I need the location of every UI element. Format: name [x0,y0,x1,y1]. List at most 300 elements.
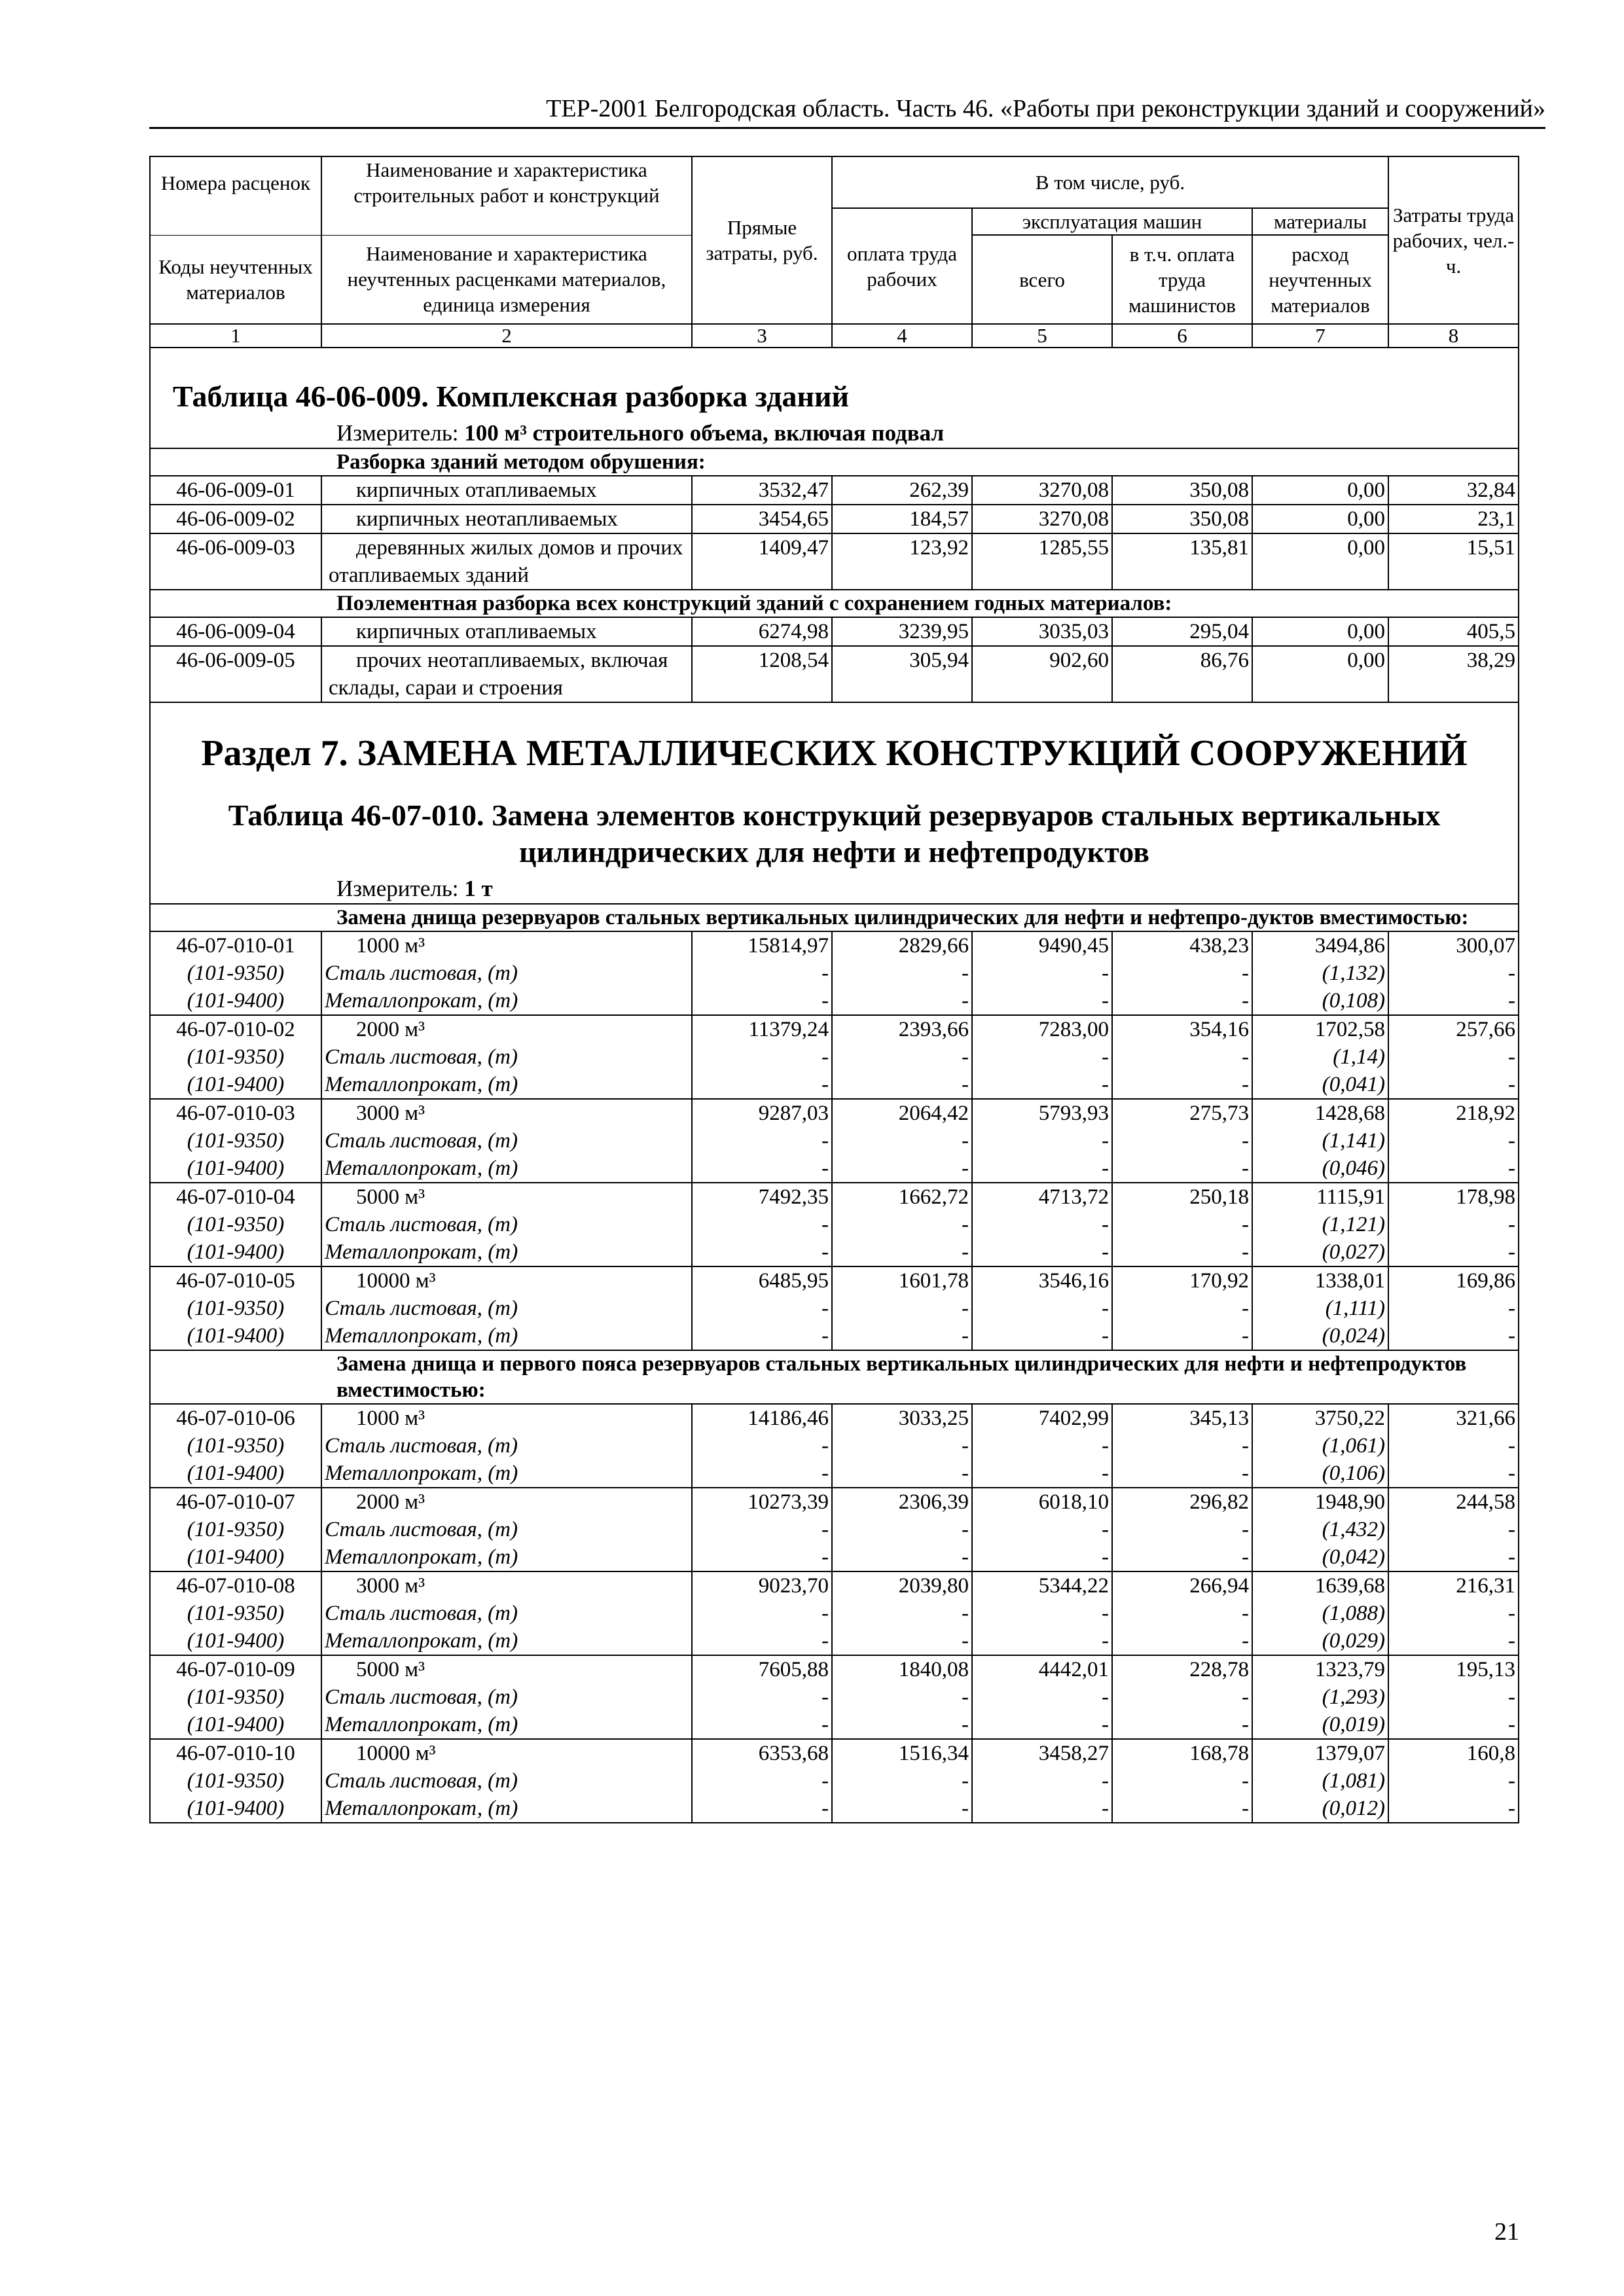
material-consumption: (1,132) [1252,960,1388,987]
rate-code: 46-07-010-01 [150,931,321,960]
material-code: (101-9400) [150,1071,321,1099]
material-code: (101-9400) [150,987,321,1015]
dash: - [1112,960,1252,987]
labor-hours: 32,84 [1388,476,1519,505]
rate-code: 46-06-009-03 [150,533,321,590]
dash: - [1112,1767,1252,1795]
material-name: Сталь листовая, (т) [321,1683,692,1711]
dash: - [1388,1683,1519,1711]
material-code: (101-9400) [150,1711,321,1739]
materials: 0,00 [1252,533,1388,590]
labor-hours: 300,07 [1388,931,1519,960]
labor-hours: 178,98 [1388,1183,1519,1211]
dash: - [692,1295,832,1322]
material-code: (101-9400) [150,1795,321,1823]
dash: - [832,1767,972,1795]
dash: - [972,1516,1112,1543]
dash: - [1388,1460,1519,1488]
dash: - [692,1711,832,1739]
material-row [150,1432,1519,1460]
dash: - [832,1071,972,1099]
dash: - [692,1238,832,1266]
labor-hours: 244,58 [1388,1488,1519,1516]
machines-total: 3458,27 [972,1739,1112,1767]
labor-pay: 3033,25 [832,1404,972,1432]
material-row [150,1127,1519,1155]
dash: - [832,1155,972,1183]
dash: - [832,1711,972,1739]
machines-total: 1285,55 [972,533,1112,590]
labor-hours: 216,31 [1388,1571,1519,1600]
labor-pay: 123,92 [832,533,972,590]
dash: - [832,960,972,987]
dash: - [1388,1127,1519,1155]
dash: - [972,1211,1112,1238]
material-code: (101-9400) [150,1460,321,1488]
table-row [150,505,1519,533]
machinists-pay: 295,04 [1112,617,1252,646]
rate-name: 2000 м³ [321,1015,692,1043]
labor-hours: 321,66 [1388,1404,1519,1432]
dash: - [692,1600,832,1627]
rate-code: 46-07-010-10 [150,1739,321,1767]
material-name: Металлопрокат, (т) [321,1322,692,1350]
machines-total: 6018,10 [972,1488,1112,1516]
dash: - [692,1627,832,1655]
material-code: (101-9400) [150,1238,321,1266]
materials-header: материалы [1252,208,1388,235]
rate-code: 46-07-010-05 [150,1266,321,1295]
machinists-pay: 266,94 [1112,1571,1252,1600]
dash: - [972,1238,1112,1266]
labor-pay: 1662,72 [832,1183,972,1211]
rate-code: 46-07-010-09 [150,1655,321,1683]
rate-name: 2000 м³ [321,1488,692,1516]
machines-total: 7283,00 [972,1015,1112,1043]
material-row [150,1155,1519,1183]
dash: - [832,1432,972,1460]
materials: 3494,86 [1252,931,1388,960]
materials: 1428,68 [1252,1099,1388,1127]
column-number: 2 [321,324,692,348]
dash: - [972,1043,1112,1071]
material-name: Металлопрокат, (т) [321,1543,692,1571]
col8-header: Затраты труда рабочих, чел.-ч. [1388,156,1519,324]
measure-value: 1 т [464,876,493,901]
labor-pay: 1601,78 [832,1266,972,1295]
rate-name: 10000 м³ [321,1266,692,1295]
measure-label: Измеритель: [336,420,459,446]
dash: - [1112,1127,1252,1155]
measure-value: 100 м³ строительного объема, включая подвал [464,420,945,446]
column-number: 8 [1388,324,1519,348]
dash: - [1388,1795,1519,1823]
material-name: Сталь листовая, (т) [321,1600,692,1627]
material-code: (101-9400) [150,1627,321,1655]
column-number: 3 [692,324,832,348]
material-code: (101-9350) [150,1211,321,1238]
dash: - [1388,1432,1519,1460]
labor-pay: 3239,95 [832,617,972,646]
material-name: Металлопрокат, (т) [321,1238,692,1266]
column-number: 7 [1252,324,1388,348]
dash: - [1112,1155,1252,1183]
labor-pay: 2064,42 [832,1099,972,1127]
dash: - [1112,1627,1252,1655]
column-number: 1 [150,324,321,348]
rate-name: 3000 м³ [321,1571,692,1600]
dash: - [972,1432,1112,1460]
material-row [150,1238,1519,1266]
measure-line [151,870,1518,903]
materials: 0,00 [1252,476,1388,505]
table-body-part2 [150,1404,1519,1823]
labor-pay: 1516,34 [832,1739,972,1767]
section-title: Раздел 7. ЗАМЕНА МЕТАЛЛИЧЕСКИХ КОНСТРУКЦИЙ СООРУЖЕНИЙ [201,733,1468,774]
dash: - [832,1600,972,1627]
material-code: (101-9350) [150,1683,321,1711]
direct-cost: 3532,47 [692,476,832,505]
machinists-pay: 86,76 [1112,646,1252,702]
machines-total: 5344,22 [972,1571,1112,1600]
dash: - [832,1238,972,1266]
labor-pay: 184,57 [832,505,972,533]
materials: 1115,91 [1252,1183,1388,1211]
group-heading: Замена днища резервуаров стальных вертикальных цилиндрических для нефти и нефтепро-дуктов вместимостью: [150,904,1519,931]
dash: - [832,987,972,1015]
col1-header-top: Номера расценок [150,156,321,208]
material-code: (101-9400) [150,1322,321,1350]
machines-total: 5793,93 [972,1099,1112,1127]
col3-header: Прямые затраты, руб. [692,156,832,324]
material-consumption: (1,293) [1252,1683,1388,1711]
rate-name: 5000 м³ [321,1655,692,1683]
dash: - [972,1155,1112,1183]
table-title-line: цилиндрических для нефти и нефтепродуктов [519,835,1149,869]
material-consumption: (1,121) [1252,1211,1388,1238]
table-title: Таблица 46-06-009. Комплексная разборка зданий [173,380,850,413]
machines-total: 3270,08 [972,505,1112,533]
machinists-pay: 275,73 [1112,1099,1252,1127]
table-row [150,1015,1519,1043]
included-header: В том числе, руб. [832,156,1388,208]
material-name: Сталь листовая, (т) [321,960,692,987]
material-row [150,1043,1519,1071]
material-name: Сталь листовая, (т) [321,1211,692,1238]
dash: - [1388,1627,1519,1655]
dash: - [692,1795,832,1823]
rate-name: кирпичных отапливаемых [321,617,692,646]
material-name: Металлопрокат, (т) [321,1627,692,1655]
labor-pay: 2306,39 [832,1488,972,1516]
material-row [150,1322,1519,1350]
machines-total: 7402,99 [972,1404,1112,1432]
material-consumption: (1,432) [1252,1516,1388,1543]
rate-name: прочих неотапливаемых, включая склады, сараи и строения [321,646,692,702]
dash: - [972,1071,1112,1099]
table-row [150,931,1519,960]
dash: - [832,1322,972,1350]
rate-name: кирпичных неотапливаемых [321,505,692,533]
material-row [150,1211,1519,1238]
materials: 1379,07 [1252,1739,1388,1767]
dash: - [1112,1683,1252,1711]
material-row [150,1600,1519,1627]
rate-code: 46-07-010-02 [150,1015,321,1043]
materials: 0,00 [1252,646,1388,702]
material-code: (101-9350) [150,1295,321,1322]
table-row [150,1655,1519,1683]
direct-cost: 7492,35 [692,1183,832,1211]
rate-code: 46-06-009-04 [150,617,321,646]
rate-name: 1000 м³ [321,1404,692,1432]
material-code: (101-9350) [150,960,321,987]
material-row [150,1683,1519,1711]
col6-header: в т.ч. оплата труда машинистов [1112,235,1252,324]
column-number: 6 [1112,324,1252,348]
labor-hours: 195,13 [1388,1655,1519,1683]
material-row [150,1543,1519,1571]
material-row [150,1071,1519,1099]
rate-code: 46-07-010-08 [150,1571,321,1600]
machinists-pay: 345,13 [1112,1404,1252,1432]
material-code: (101-9350) [150,1127,321,1155]
group-heading: Замена днища и первого пояса резервуаров стальных вертикальных цилиндрических для нефти и нефтепродуктов вместимостью: [150,1350,1519,1404]
direct-cost: 15814,97 [692,931,832,960]
material-row [150,1711,1519,1739]
machines-total: 3546,16 [972,1266,1112,1295]
dash: - [692,987,832,1015]
material-row [150,960,1519,987]
table-title-line: Таблица 46-07-010. Замена элементов конструкций резервуаров стальных вертикальных [228,798,1441,832]
direct-cost: 1208,54 [692,646,832,702]
direct-cost: 3454,65 [692,505,832,533]
dash: - [1388,1600,1519,1627]
dash: - [832,1460,972,1488]
direct-cost: 6353,68 [692,1739,832,1767]
dash: - [972,1322,1112,1350]
material-name: Сталь листовая, (т) [321,1767,692,1795]
material-name: Металлопрокат, (т) [321,1155,692,1183]
dash: - [1388,1711,1519,1739]
dash: - [1112,1211,1252,1238]
col4-header: оплата труда рабочих [832,208,972,324]
dash: - [1112,1543,1252,1571]
table-row [150,646,1519,702]
material-name: Металлопрокат, (т) [321,1795,692,1823]
material-code: (101-9350) [150,1043,321,1071]
material-row [150,1460,1519,1488]
dash: - [832,1627,972,1655]
dash: - [1112,987,1252,1015]
dash: - [1388,1155,1519,1183]
dash: - [832,1043,972,1071]
table-row [150,1404,1519,1432]
material-row [150,1767,1519,1795]
rate-code: 46-07-010-06 [150,1404,321,1432]
materials: 0,00 [1252,617,1388,646]
materials: 1323,79 [1252,1655,1388,1683]
dash: - [692,1432,832,1460]
table-row [150,617,1519,646]
dash: - [692,1683,832,1711]
dash: - [1388,1543,1519,1571]
material-consumption: (0,041) [1252,1071,1388,1099]
machines-total: 3035,03 [972,617,1112,646]
dash: - [692,1543,832,1571]
direct-cost: 14186,46 [692,1404,832,1432]
dash: - [972,1795,1112,1823]
table-title [151,788,1518,870]
dash: - [1112,1432,1252,1460]
col7-header: расход неучтенных материалов [1252,235,1388,324]
material-consumption: (0,046) [1252,1155,1388,1183]
dash: - [1112,1238,1252,1266]
materials: 3750,22 [1252,1404,1388,1432]
material-code: (101-9350) [150,1432,321,1460]
machinists-pay: 438,23 [1112,931,1252,960]
material-row [150,1795,1519,1823]
dash: - [972,1460,1112,1488]
measure-label: Измеритель: [336,876,459,901]
dash: - [832,1295,972,1322]
material-code: (101-9400) [150,1155,321,1183]
material-name: Сталь листовая, (т) [321,1127,692,1155]
col2-header-top: Наименование и характеристика строительных работ и конструкций [321,156,692,208]
dash: - [1112,1071,1252,1099]
dash: - [832,1543,972,1571]
rate-code: 46-07-010-04 [150,1183,321,1211]
rate-code: 46-06-009-05 [150,646,321,702]
direct-cost: 6485,95 [692,1266,832,1295]
machines-header: эксплуатация машин [972,208,1252,235]
rate-code: 46-07-010-03 [150,1099,321,1127]
dash: - [1388,1043,1519,1071]
dash: - [1388,1322,1519,1350]
machinists-pay: 135,81 [1112,533,1252,590]
dash: - [1112,1795,1252,1823]
material-code: (101-9400) [150,1543,321,1571]
material-code: (101-9350) [150,1516,321,1543]
material-consumption: (0,106) [1252,1460,1388,1488]
col2-header-bottom: Наименование и характеристика неучтенных расценками материалов, единица измерения [321,235,692,324]
material-name: Сталь листовая, (т) [321,1516,692,1543]
machinists-pay: 250,18 [1112,1183,1252,1211]
table-header [150,156,1519,348]
dash: - [972,1683,1112,1711]
dash: - [692,1071,832,1099]
dash: - [1388,1071,1519,1099]
material-consumption: (1,081) [1252,1767,1388,1795]
running-header: ТЕР-2001 Белгородская область. Часть 46. «Работы при реконструкции зданий и сооружений» [149,93,1545,129]
machines-total: 902,60 [972,646,1112,702]
table-row [150,1099,1519,1127]
machinists-pay: 168,78 [1112,1739,1252,1767]
material-name: Металлопрокат, (т) [321,987,692,1015]
labor-hours: 257,66 [1388,1015,1519,1043]
material-consumption: (0,027) [1252,1238,1388,1266]
material-code: (101-9350) [150,1600,321,1627]
rates-table [149,156,1519,1823]
dash: - [692,1043,832,1071]
machinists-pay: 354,16 [1112,1015,1252,1043]
labor-hours: 23,1 [1388,505,1519,533]
materials: 1948,90 [1252,1488,1388,1516]
material-row [150,987,1519,1015]
machinists-pay: 350,08 [1112,476,1252,505]
col1-header-bottom: Коды неучтенных материалов [150,235,321,324]
dash: - [1388,1516,1519,1543]
dash: - [1388,1211,1519,1238]
material-consumption: (1,088) [1252,1600,1388,1627]
machines-total: 3270,08 [972,476,1112,505]
material-name: Металлопрокат, (т) [321,1460,692,1488]
labor-hours: 405,5 [1388,617,1519,646]
dash: - [1112,1516,1252,1543]
material-consumption: (1,061) [1252,1432,1388,1460]
dash: - [972,1543,1112,1571]
material-name: Металлопрокат, (т) [321,1711,692,1739]
dash: - [1112,1322,1252,1350]
dash: - [692,1211,832,1238]
labor-pay: 2039,80 [832,1571,972,1600]
dash: - [832,1127,972,1155]
machinists-pay: 350,08 [1112,505,1252,533]
rate-name: 3000 м³ [321,1099,692,1127]
materials: 1702,58 [1252,1015,1388,1043]
dash: - [1388,987,1519,1015]
material-row [150,1627,1519,1655]
rate-name: кирпичных отапливаемых [321,476,692,505]
rate-name: 5000 м³ [321,1183,692,1211]
dash: - [1112,1043,1252,1071]
dash: - [692,1155,832,1183]
dash: - [832,1516,972,1543]
labor-hours: 15,51 [1388,533,1519,590]
dash: - [692,1767,832,1795]
material-consumption: (1,14) [1252,1043,1388,1071]
table-row [150,476,1519,505]
material-consumption: (0,108) [1252,987,1388,1015]
table-row [150,1183,1519,1211]
machinists-pay: 296,82 [1112,1488,1252,1516]
rate-code: 46-06-009-02 [150,505,321,533]
material-consumption: (1,141) [1252,1127,1388,1155]
labor-pay: 1840,08 [832,1655,972,1683]
material-name: Сталь листовая, (т) [321,1043,692,1071]
dash: - [692,960,832,987]
material-consumption: (0,024) [1252,1322,1388,1350]
table-row [150,1488,1519,1516]
dash: - [972,1627,1112,1655]
dash: - [1388,960,1519,987]
rate-code: 46-07-010-07 [150,1488,321,1516]
direct-cost: 9023,70 [692,1571,832,1600]
table-row [150,533,1519,590]
material-consumption: (0,012) [1252,1795,1388,1823]
labor-hours: 169,86 [1388,1266,1519,1295]
direct-cost: 1409,47 [692,533,832,590]
measure-line [151,415,1518,448]
table-row [150,1739,1519,1767]
table-body-part1 [150,931,1519,1350]
dash: - [972,1711,1112,1739]
material-name: Сталь листовая, (т) [321,1295,692,1322]
labor-pay: 305,94 [832,646,972,702]
labor-hours: 160,8 [1388,1739,1519,1767]
direct-cost: 6274,98 [692,617,832,646]
dash: - [832,1683,972,1711]
